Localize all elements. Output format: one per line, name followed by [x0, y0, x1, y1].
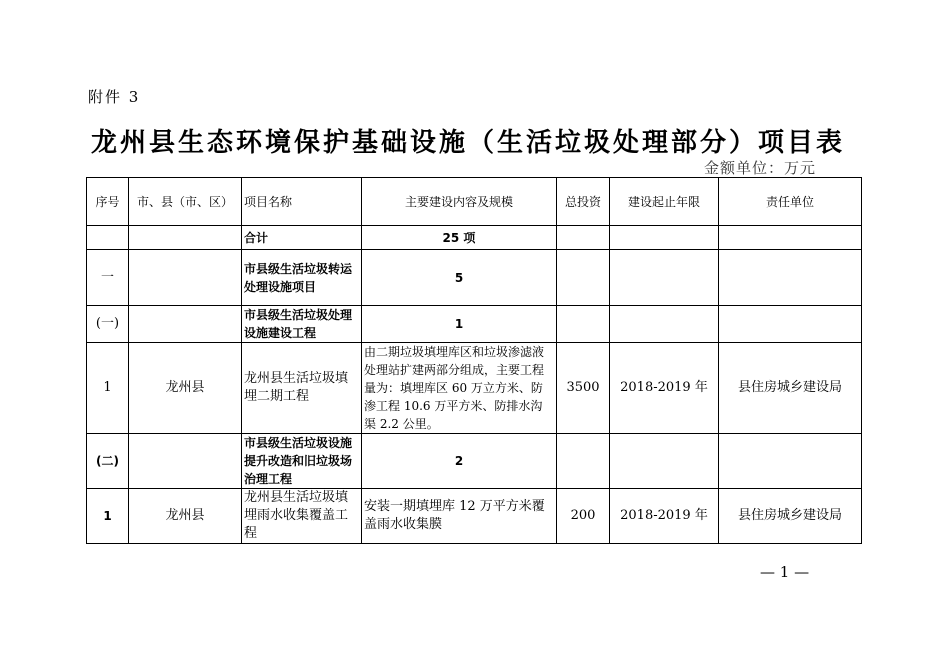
table-cell: [129, 306, 242, 343]
table-cell: 合计: [242, 226, 362, 250]
table-cell: [87, 226, 129, 250]
header-cell: 主要建设内容及规模: [362, 178, 557, 226]
table-cell: 市县级生活垃圾处理设施建设工程: [242, 306, 362, 343]
table-cell: [129, 226, 242, 250]
table-cell: [610, 306, 719, 343]
table-cell: 1: [87, 343, 129, 434]
table-cell: [719, 250, 862, 306]
table-cell: 2018-2019 年: [610, 489, 719, 544]
page-number: — 1 —: [760, 563, 810, 581]
table-cell: [719, 226, 862, 250]
header-cell: 总投资: [557, 178, 610, 226]
table-cell: 县住房城乡建设局: [719, 343, 862, 434]
project-table: [86, 177, 862, 544]
table-cell: 一: [87, 250, 129, 306]
table-cell: (二): [87, 434, 129, 489]
table-cell: [557, 306, 610, 343]
table-cell: [719, 434, 862, 489]
header-cell: 市、县（市、区）: [129, 178, 242, 226]
table-cell: 由二期垃圾填埋库区和垃圾渗滤液处理站扩建两部分组成，主要工程量为：填埋库区 60 万立方米、防渗工程 10.6 万平方米、防排水沟渠 2.2 公里。: [362, 343, 557, 434]
table-cell: 龙州县生活垃圾填埋雨水收集覆盖工程: [242, 489, 362, 544]
table-cell: [610, 250, 719, 306]
table-cell: [610, 434, 719, 489]
table-cell: [557, 226, 610, 250]
table-cell: [557, 250, 610, 306]
table-cell: 2: [362, 434, 557, 489]
table-row: [87, 306, 862, 343]
table-cell: 市县级生活垃圾设施提升改造和旧垃圾场治理工程: [242, 434, 362, 489]
table-cell: [129, 250, 242, 306]
table-row: [87, 343, 862, 434]
table-cell: 25 项: [362, 226, 557, 250]
table-row: [87, 489, 862, 544]
table-header-row: [87, 178, 862, 226]
table-row: [87, 226, 862, 250]
page-title: 龙州县生态环境保护基础设施（生活垃圾处理部分）项目表: [90, 128, 845, 158]
table-row: [87, 434, 862, 489]
amount-unit: 金额单位：万元: [704, 159, 817, 177]
header-cell: 责任单位: [719, 178, 862, 226]
header-cell: 建设起止年限: [610, 178, 719, 226]
attachment-label: 附件 3: [88, 88, 141, 106]
table-cell: 龙州县: [129, 489, 242, 544]
table-cell: 龙州县: [129, 343, 242, 434]
header-cell: 序号: [87, 178, 129, 226]
table-cell: 3500: [557, 343, 610, 434]
header-cell: 项目名称: [242, 178, 362, 226]
table-cell: 5: [362, 250, 557, 306]
table-cell: 龙州县生活垃圾填埋二期工程: [242, 343, 362, 434]
table-cell: (一): [87, 306, 129, 343]
table-cell: [719, 306, 862, 343]
table-cell: 1: [87, 489, 129, 544]
table-row: [87, 250, 862, 306]
table-cell: [129, 434, 242, 489]
table-cell: [610, 226, 719, 250]
table-cell: 县住房城乡建设局: [719, 489, 862, 544]
table-cell: 1: [362, 306, 557, 343]
table-cell: 安装一期填埋库 12 万平方米覆盖雨水收集膜: [362, 489, 557, 544]
table-cell: 2018-2019 年: [610, 343, 719, 434]
table-cell: [557, 434, 610, 489]
table-cell: 市县级生活垃圾转运处理设施项目: [242, 250, 362, 306]
table-cell: 200: [557, 489, 610, 544]
